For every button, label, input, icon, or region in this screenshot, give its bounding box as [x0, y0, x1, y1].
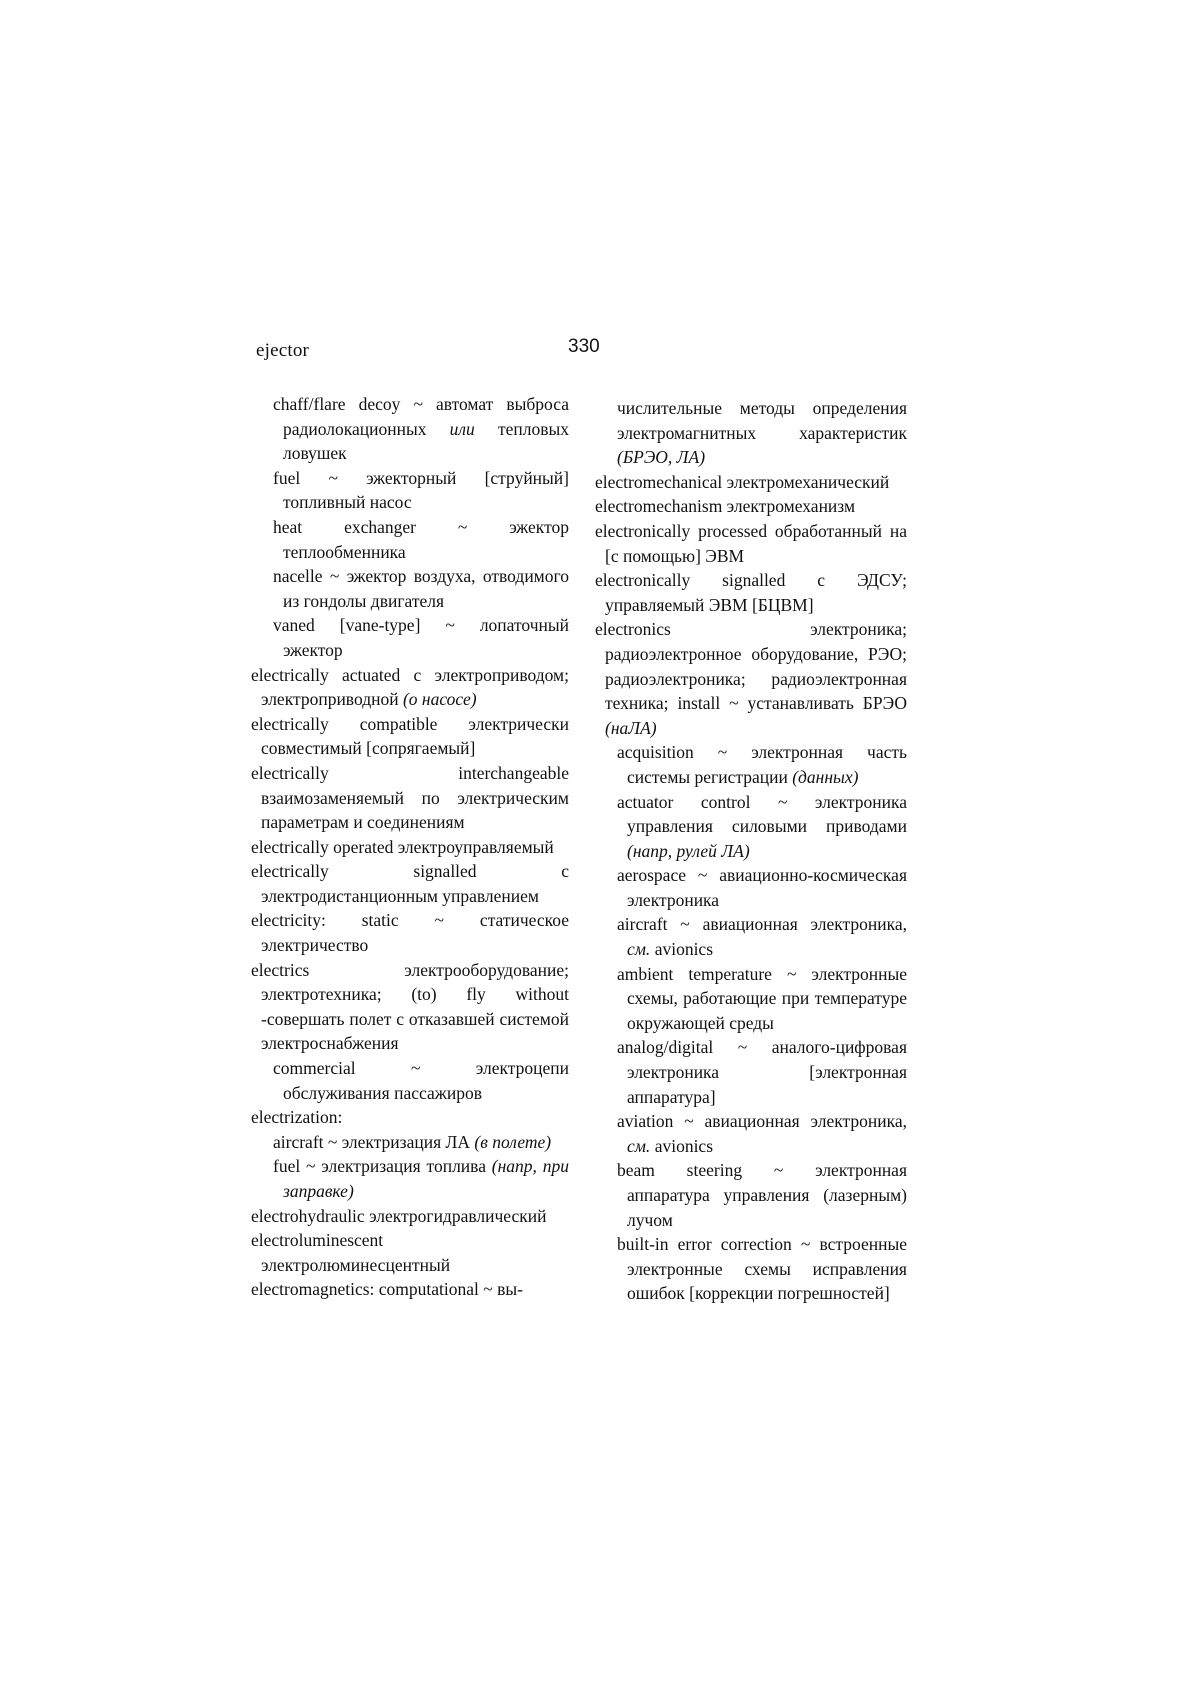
running-head: ejector [256, 340, 310, 361]
dictionary-entry: actuator control ~ электроника управления силовыми приводами (напр, рулей ЛА) [617, 791, 907, 861]
dictionary-entry: electronics электроника; радиоэлектронное оборудование, РЭО; радиоэлектроника; радиоэлектронная техника; install ~ устанавливать БРЭО (наЛА) [595, 619, 907, 738]
dictionary-entry: electrically operated электроуправляемый [251, 836, 554, 857]
dictionary-entry: fuel ~ эжекторный [струйный] топливный насос [273, 467, 569, 513]
left-column [251, 392, 569, 1302]
dictionary-entry: acquisition ~ электронная часть системы регистрации (данных) [617, 742, 907, 787]
dictionary-entry: electronically signalled с ЭДСУ; управляемый ЭВМ [БЦВМ] [595, 570, 907, 615]
page-number: 330 [568, 336, 600, 357]
dictionary-entry: electrically interchangeable взаимозаменяемый по электрическим параметрам и соединениям [251, 762, 569, 833]
dictionary-entry: aviation ~ авиационная электроника, см. avionics [617, 1111, 907, 1156]
dictionary-entry: electrics электрооборудование; электротехника; (to) fly without -совершать полет с отказавшей системой электроснабжения [251, 959, 569, 1054]
dictionary-entry: vaned [vane-type] ~ лопаточный эжектор [273, 615, 569, 660]
dictionary-entry: electromechanism электромеханизм [595, 496, 856, 517]
dictionary-entry: fuel ~ электризация топлива (напр, при заправке) [273, 1156, 569, 1201]
dictionary-entry: analog/digital ~ аналого-цифровая электроника [электронная аппаратура] [617, 1037, 907, 1107]
dictionary-entry: aircraft ~ электризация ЛА (в полете) [273, 1131, 552, 1152]
dictionary-entry: числительные методы определения электромагнитных характеристик (БРЭО, ЛА) [617, 398, 907, 468]
dictionary-entry: nacelle ~ эжектор воздуха, отводимого из гондолы двигателя [273, 566, 569, 611]
dictionary-entry: chaff/flare decoy ~ автомат выброса радиолокационных или тепловых ловушек [273, 394, 569, 464]
dictionary-entry: commercial ~ электроцепи обслуживания пассажиров [273, 1058, 569, 1103]
dictionary-entry: aircraft ~ авиационная электроника, см. avionics [617, 914, 907, 960]
dictionary-entry: electrically compatible электрически совместимый [сопрягаемый] [251, 713, 569, 759]
dictionary-entry: ambient temperature ~ электронные схемы, работающие при температуре окружающей среды [617, 963, 907, 1033]
dictionary-entry: beam steering ~ электронная аппаратура управления (лазерным) лучом [617, 1160, 907, 1230]
dictionary-entry: electrohydraulic электрогидравлический [251, 1205, 547, 1226]
dictionary-entry: electroluminescent электролюминесцентный [251, 1230, 451, 1275]
dictionary-entry: electrically signalled с электродистанционным управлением [251, 861, 569, 906]
dictionary-entry: electrically actuated с электроприводом; электроприводной (о насосе) [251, 664, 569, 710]
dictionary-entry: electricity: static ~ статическое электричество [251, 910, 569, 956]
right-column [595, 396, 907, 1306]
dictionary-entry: heat exchanger ~ эжектор теплообменника [273, 516, 569, 562]
dictionary-entry: built-in error correction ~ встроенные электронные схемы исправления ошибок [коррекции погрешностей] [617, 1234, 907, 1304]
dictionary-entry: electrization: [251, 1107, 343, 1128]
dictionary-entry: electronically processed обработанный на [с помощью] ЭВМ [595, 520, 907, 566]
dictionary-entry: electromagnetics: computational ~ вы- [251, 1279, 523, 1300]
dictionary-entry: aerospace ~ авиационно-космическая электроника [617, 865, 907, 910]
dictionary-entry: electromechanical электромеханический [595, 471, 890, 492]
